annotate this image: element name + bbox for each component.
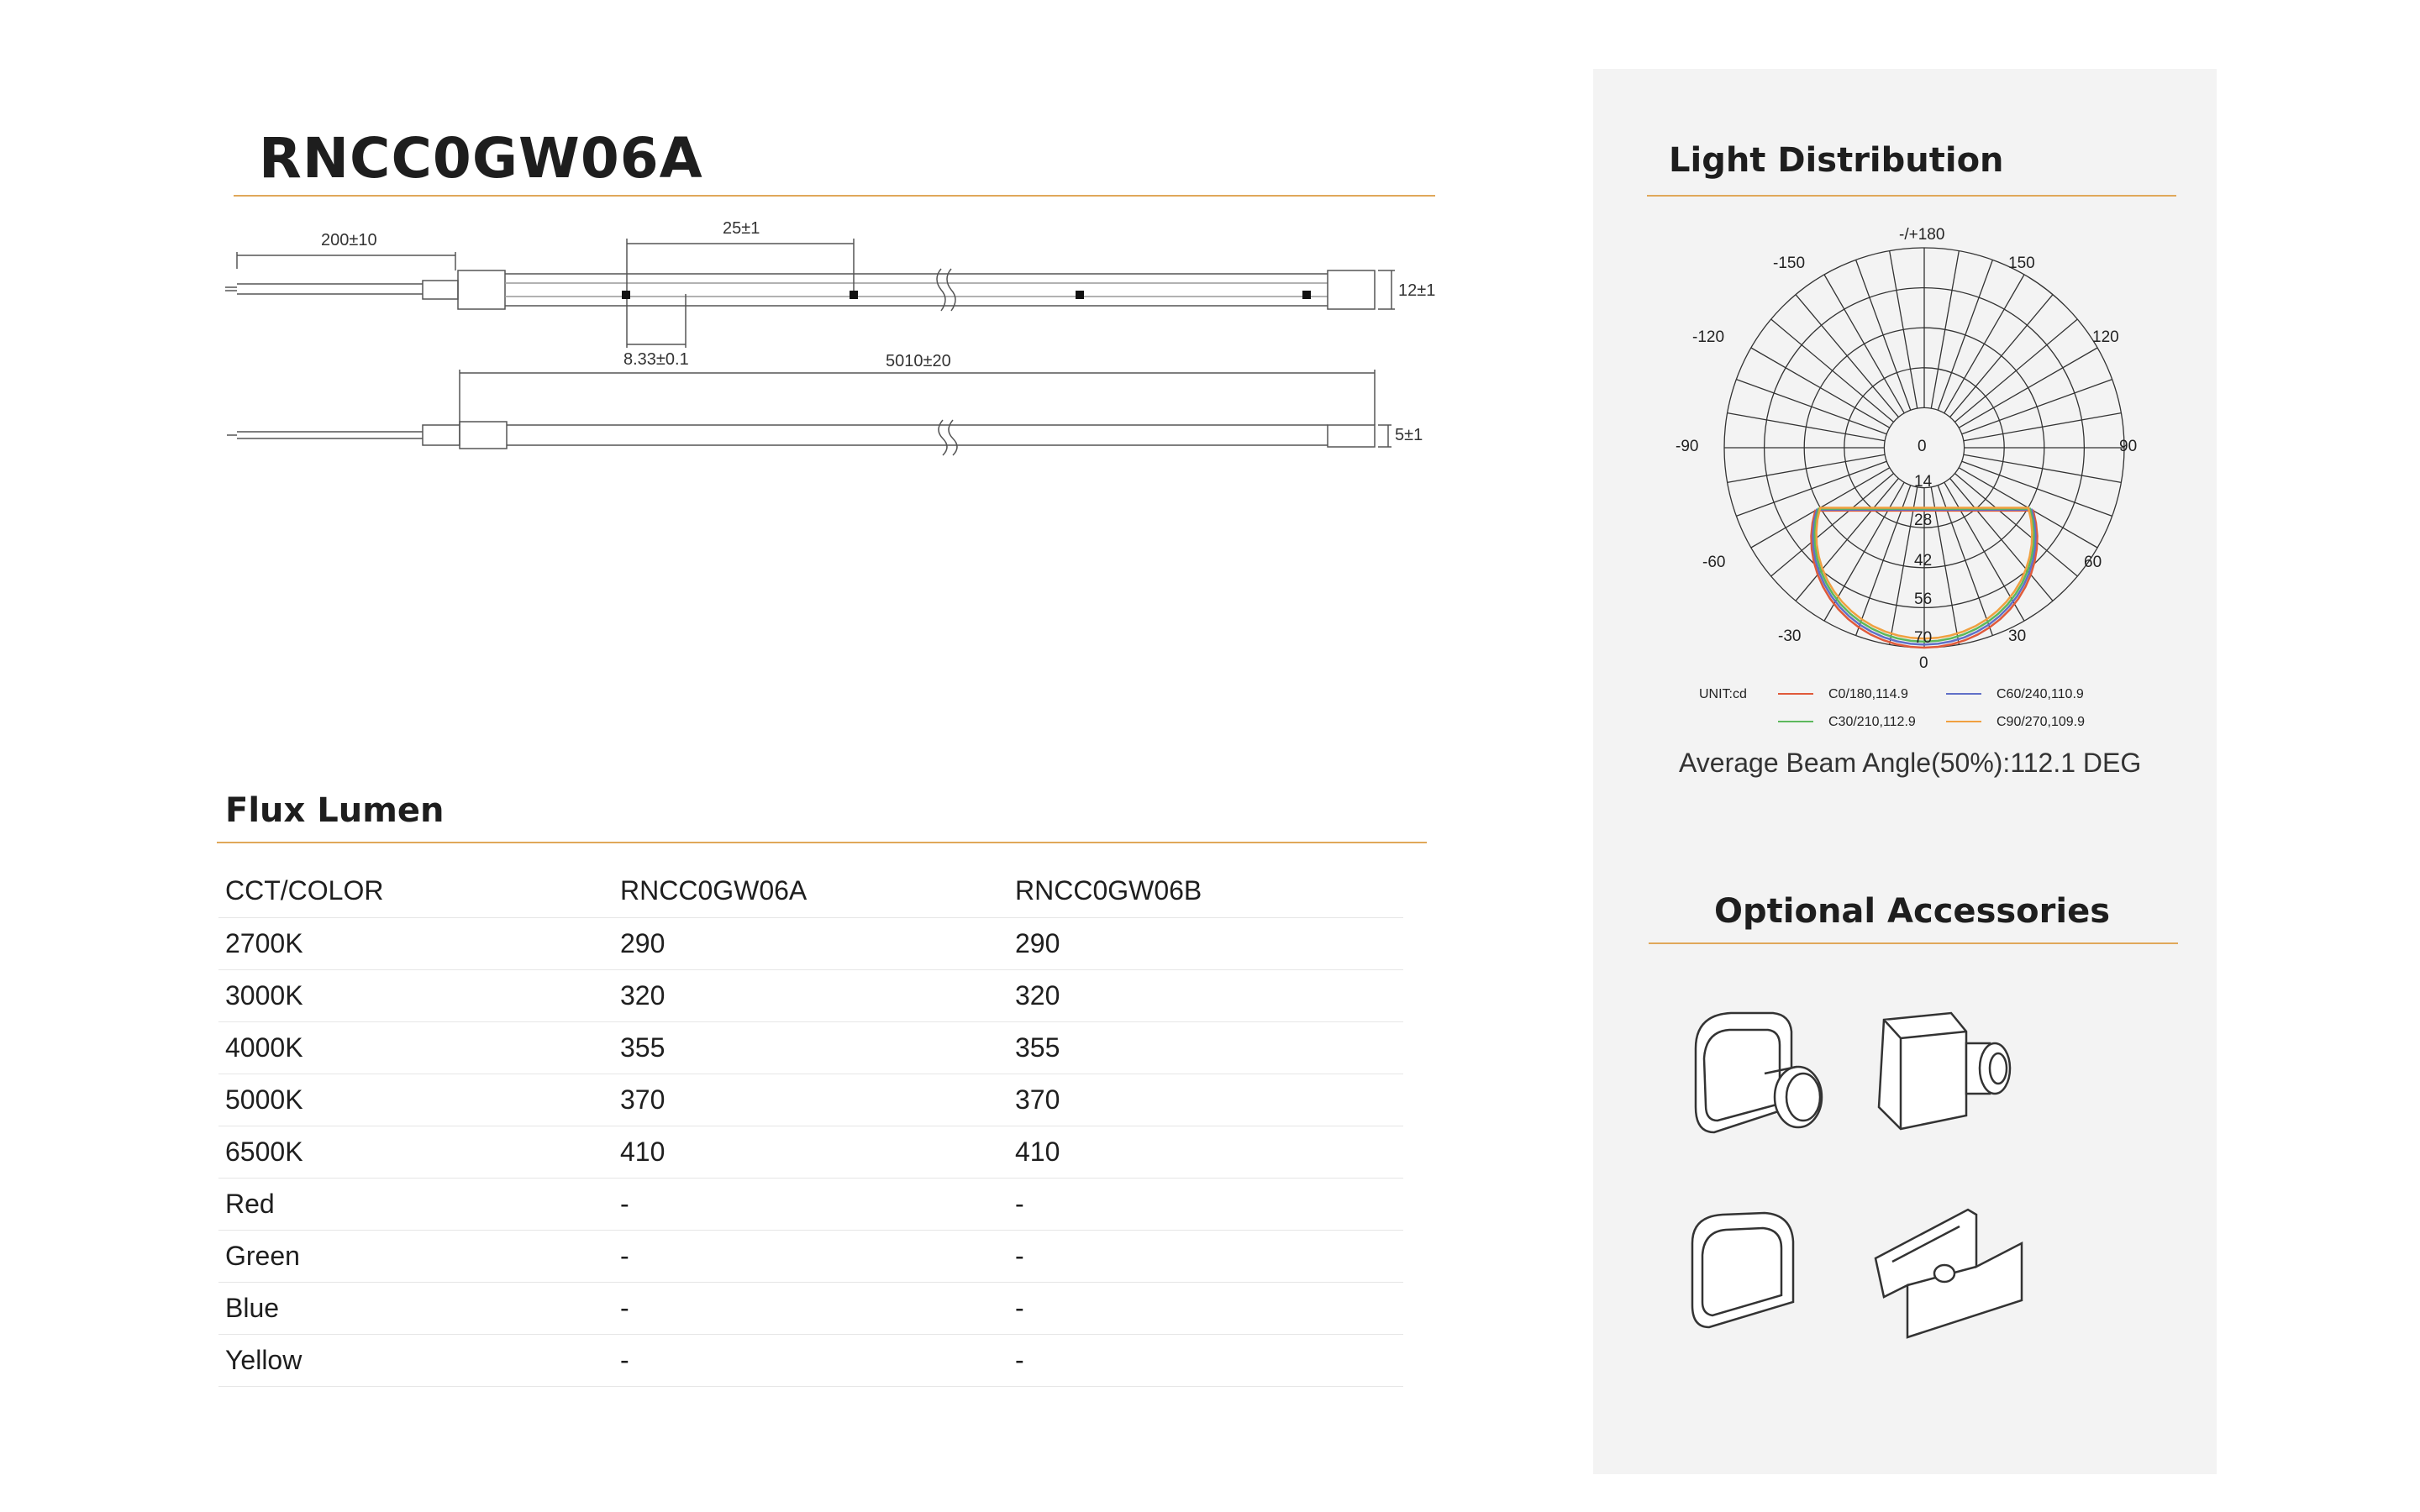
dim-width: 5±1 <box>1395 426 1423 444</box>
accessories-title: Optional Accessories <box>1714 892 2111 931</box>
row-b: - <box>1008 1178 1403 1230</box>
header-cct: CCT/COLOR <box>218 865 613 917</box>
angle-label-120: 120 <box>2092 328 2119 346</box>
legend-c90: C90/270,109.9 <box>1996 715 2085 729</box>
row-a: 320 <box>613 969 1008 1021</box>
polar-spoke <box>1736 380 1886 434</box>
accessory-end-cap-icon <box>1681 1201 1815 1344</box>
table-row <box>218 969 1403 1021</box>
row-a: 290 <box>613 917 1008 969</box>
legend-c30: C30/210,112.9 <box>1828 715 1916 729</box>
radial-label-28: 28 <box>1914 512 1933 529</box>
row-cct: 5000K <box>218 1074 613 1126</box>
polar-spoke <box>1771 474 1894 576</box>
table-row <box>218 917 1403 969</box>
table-header-row <box>218 865 1403 917</box>
flux-table <box>218 865 1403 1387</box>
row-b: 410 <box>1008 1126 1403 1178</box>
flux-divider <box>217 842 1427 843</box>
angle-label-neg120: -120 <box>1692 328 1725 346</box>
angle-label-neg150: -150 <box>1773 255 1806 272</box>
row-a: - <box>613 1178 1008 1230</box>
header-model-a: RNCC0GW06A <box>613 865 1008 917</box>
polar-spoke <box>1771 319 1894 422</box>
polar-spoke <box>1950 295 2053 417</box>
row-cct: Red <box>218 1178 613 1230</box>
angle-label-180: -/+180 <box>1899 226 1945 244</box>
row-cct: 6500K <box>218 1126 613 1178</box>
angle-label-90: 90 <box>2119 438 2138 455</box>
dim-cable-length: 200±10 <box>321 231 377 249</box>
angle-label-neg90: -90 <box>1676 438 1699 455</box>
accessory-end-cap-with-cable-gland-icon <box>1681 998 1840 1141</box>
radial-label-0: 0 <box>1918 438 1927 455</box>
polar-spoke <box>1959 348 2097 428</box>
polar-spoke <box>1728 413 1886 441</box>
unit-label: UNIT:cd <box>1699 687 1747 701</box>
row-a: 355 <box>613 1021 1008 1074</box>
polar-spoke <box>1751 348 1890 428</box>
polar-spoke <box>1964 413 2122 441</box>
row-b: 290 <box>1008 917 1403 969</box>
row-a: - <box>613 1334 1008 1386</box>
legend-c60: C60/240,110.9 <box>1996 687 2084 701</box>
dim-led-gap: 8.33±0.1 <box>623 350 689 369</box>
row-b: 370 <box>1008 1074 1403 1126</box>
row-a: - <box>613 1230 1008 1282</box>
row-cct: Yellow <box>218 1334 613 1386</box>
angle-label-0: 0 <box>1919 654 1928 672</box>
row-cct: 4000K <box>218 1021 613 1074</box>
accessories-divider <box>1649 942 2178 944</box>
polar-spoke <box>1890 251 1918 409</box>
row-a: 370 <box>613 1074 1008 1126</box>
beam-angle-text: Average Beam Angle(50%):112.1 DEG <box>1679 748 2142 778</box>
angle-label-30: 30 <box>2008 627 2027 645</box>
polar-spoke <box>1954 319 2077 422</box>
angle-label-neg60: -60 <box>1702 554 1726 571</box>
polar-spoke <box>1964 454 2122 482</box>
light-distribution-title: Light Distribution <box>1669 141 2004 180</box>
row-a: - <box>613 1282 1008 1334</box>
radial-label-70: 70 <box>1914 629 1933 647</box>
polar-spoke <box>1954 474 2077 576</box>
light-distribution-divider <box>1647 195 2176 197</box>
row-b: 320 <box>1008 969 1403 1021</box>
row-cct: Blue <box>218 1282 613 1334</box>
polar-spoke <box>1824 275 1904 413</box>
table-row <box>218 1126 1403 1178</box>
title-divider <box>234 195 1435 197</box>
dim-total-length: 5010±20 <box>886 352 951 370</box>
radial-label-42: 42 <box>1914 552 1933 570</box>
polar-distribution-chart <box>1664 214 2185 735</box>
row-b: - <box>1008 1334 1403 1386</box>
dim-led-pitch: 25±1 <box>723 219 760 238</box>
polar-spoke <box>1944 275 2024 413</box>
header-model-b: RNCC0GW06B <box>1008 865 1403 917</box>
accessory-closed-end-cap-with-gland-icon <box>1867 998 2035 1141</box>
row-cct: Green <box>218 1230 613 1282</box>
angle-label-neg30: -30 <box>1778 627 1802 645</box>
polar-spoke <box>1962 380 2112 434</box>
row-b: - <box>1008 1282 1403 1334</box>
radial-label-14: 14 <box>1914 473 1933 491</box>
flux-section-title: Flux Lumen <box>225 791 445 830</box>
polar-spoke <box>1728 454 1886 482</box>
table-row <box>218 1334 1403 1386</box>
dim-height: 12±1 <box>1398 281 1436 300</box>
polar-spoke <box>1796 295 1898 417</box>
row-cct: 2700K <box>218 917 613 969</box>
table-row <box>218 1074 1403 1126</box>
accessory-mounting-clip-icon <box>1867 1193 2035 1344</box>
table-row <box>218 1282 1403 1334</box>
table-row <box>218 1230 1403 1282</box>
polar-spoke <box>1856 260 1911 410</box>
row-cct: 3000K <box>218 969 613 1021</box>
angle-label-60: 60 <box>2084 554 2102 571</box>
polar-spoke <box>1938 260 1992 410</box>
radial-label-56: 56 <box>1914 591 1933 608</box>
row-b: 355 <box>1008 1021 1403 1074</box>
table-row <box>218 1021 1403 1074</box>
table-row <box>218 1178 1403 1230</box>
angle-label-150: 150 <box>2008 255 2035 272</box>
dimension-drawing <box>218 218 1454 470</box>
legend-c0: C0/180,114.9 <box>1828 687 1908 701</box>
row-a: 410 <box>613 1126 1008 1178</box>
polar-spoke <box>1931 251 1959 409</box>
product-model-title: RNCC0GW06A <box>259 126 703 191</box>
row-b: - <box>1008 1230 1403 1282</box>
